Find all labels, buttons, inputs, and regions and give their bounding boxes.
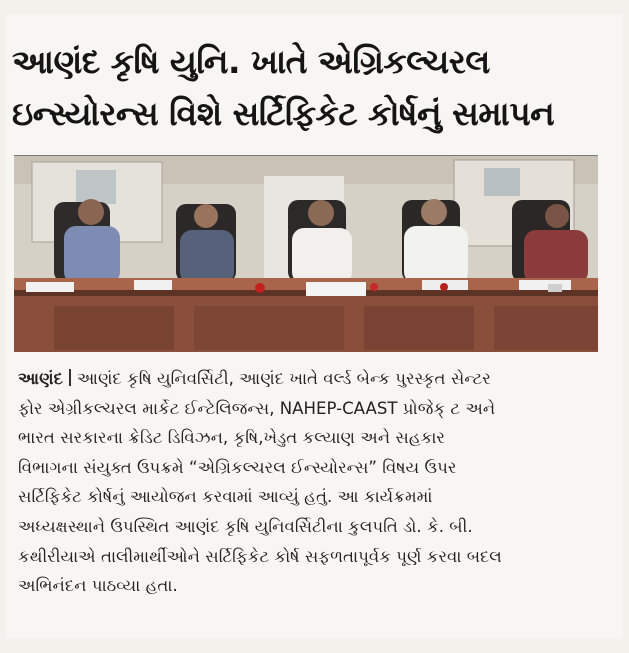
headline-line-1: આણંદ કૃષિ યુનિ. ખાતે એગ્રિકલ્ચરલ [12, 42, 490, 81]
article-line-5: સર્ટિફિકેટ કોર્ષનું આયોજન કરવામાં આવ્યું હતું. આ કાર્યક્રમમાં [18, 487, 433, 507]
article-line-2: ફોર એગ્રીકલ્ચરલ માર્કેટ ઈન્ટેલિજન્સ, NAHEP-CAAST પ્રોજેક્ ટ અને [18, 398, 496, 418]
article-text: આણંદ કૃષિ યુનિવર્સિટી, આણંદ ખાતે વર્લ્ડ બેન્ક પુરસ્કૃત સેન્ટર [76, 369, 491, 388]
dateline-separator [69, 369, 71, 386]
dateline: આણંદ [18, 369, 63, 388]
meeting-photo-icon [14, 156, 598, 352]
meeting-photo [14, 155, 598, 352]
headline [12, 36, 602, 140]
article-line-4: વિભાગના સંયુક્ત ઉપક્રમે “એગ્રિકલ્ચરલ ઈન્સ્યોરન્સ” વિષય ઉપર [18, 457, 457, 477]
article-line-1 [18, 364, 603, 394]
headline-line-2: ઇન્સ્યોરન્સ વિશે સર્ટિફિકેટ કોર્ષનું સમાપન [12, 94, 555, 133]
article-line-3: ભારત સરકારના ક્રેડિટ ડિવિઝન, કૃષિ,ખેડુત કલ્યાણ અને સહકાર [18, 428, 446, 448]
article-line-6: અધ્યક્ષસ્થાને ઉપસ્થિત આણંદ કૃષિ યુનિવર્સિટીના કુલપતિ ડો. કે. બી. [18, 516, 473, 536]
article-line-8: અભિનંદન પાઠવ્યા હતા. [18, 576, 178, 596]
article-body [18, 364, 603, 601]
article-line-7: કથીરીયાએ તાલીમાર્થીઓને સર્ટિફિકેટ કોર્ષ સફળતાપૂર્વક પૂર્ણ કરવા બદલ [18, 546, 502, 566]
